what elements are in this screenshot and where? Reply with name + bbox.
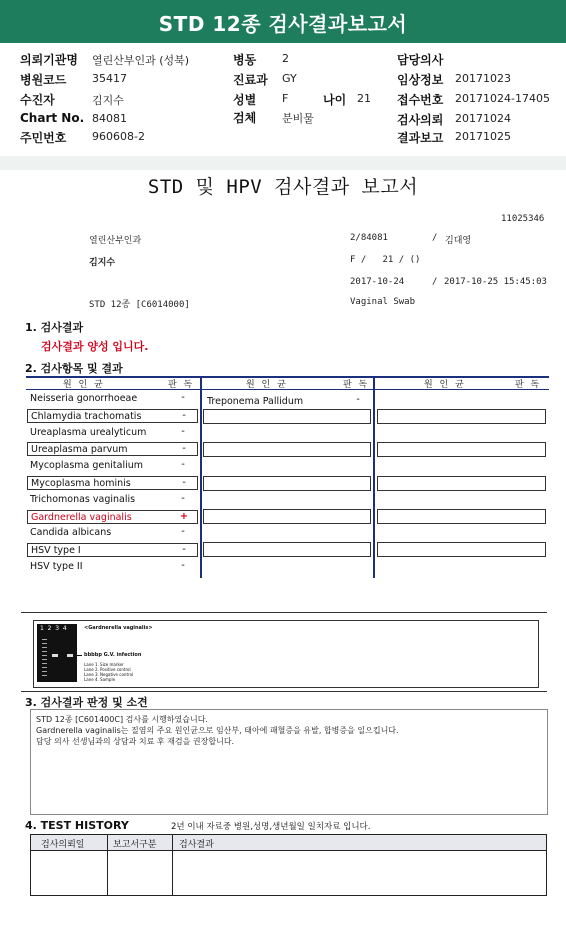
document-title: STD 및 HPV 검사결과 보고서 bbox=[147, 176, 419, 198]
organism-row bbox=[27, 526, 198, 540]
history-col-request-date: 검사의뢰일 bbox=[41, 840, 85, 850]
organism-result: - bbox=[182, 477, 186, 488]
doctor-label: 담당의사 bbox=[397, 53, 444, 67]
organism-row bbox=[27, 476, 198, 490]
specimen-type: Vaginal Swab bbox=[350, 297, 416, 307]
report-header bbox=[0, 0, 566, 43]
rrn-label: 주민번호 bbox=[20, 131, 67, 145]
organism-result: - bbox=[182, 443, 186, 455]
empty-result-box bbox=[203, 542, 371, 557]
opinion-line-1: STD 12종 [C601400C] 검사를 시행하였습니다. bbox=[36, 715, 208, 724]
gel-band bbox=[52, 654, 58, 657]
test-code: STD 12종 [C6014000] bbox=[89, 300, 190, 310]
clinical-value: 20171023 bbox=[455, 72, 511, 85]
institution-label: 의뢰기관명 bbox=[20, 53, 78, 67]
organism-name: Gardnerella vaginalis bbox=[31, 511, 132, 523]
organism-name: Ureaplasma urealyticum bbox=[30, 426, 147, 438]
opinion-box bbox=[30, 709, 548, 815]
positive-result-text: 검사결과 양성 입니다. bbox=[41, 340, 149, 353]
col-organism-header-1: 원 인 균 bbox=[63, 380, 105, 390]
history-note: 2년 이내 자료중 병원,성명,생년월일 일치자료 입니다. bbox=[171, 822, 371, 832]
dept-label: 진료과 bbox=[233, 73, 268, 87]
organism-result: - bbox=[182, 409, 186, 421]
organism-name: Mycoplasma genitalium bbox=[30, 460, 144, 472]
organism-result: - bbox=[181, 392, 185, 403]
gel-marker-lane bbox=[42, 636, 47, 676]
empty-result-box bbox=[377, 509, 546, 524]
organism-name: Chlamydia trachomatis bbox=[31, 410, 142, 422]
col-judge-header-3: 판 독 bbox=[515, 380, 542, 390]
doc-patient-name: 김지수 bbox=[89, 258, 116, 268]
gel-legend-4: Lane 4. Sample bbox=[84, 677, 116, 682]
organism-row bbox=[27, 409, 198, 423]
gel-electrophoresis-image bbox=[37, 624, 77, 682]
patient-value: 김지수 bbox=[92, 94, 124, 107]
chart-no-value: 84081 bbox=[92, 112, 127, 125]
col-judge-header-1: 판 독 bbox=[168, 380, 195, 390]
organism-name: Trichomonas vaginalis bbox=[30, 493, 136, 505]
column-divider-2 bbox=[373, 376, 375, 578]
empty-result-box bbox=[203, 476, 371, 491]
age-value: 21 bbox=[357, 92, 371, 105]
treponema-result: - bbox=[356, 394, 360, 405]
section2-heading: 2. 검사항목 및 결과 bbox=[25, 362, 123, 375]
col-judge-header-2: 판 독 bbox=[343, 380, 370, 390]
receipt-label: 접수번호 bbox=[397, 93, 444, 107]
receipt-value: 20171024-17405 bbox=[455, 92, 550, 105]
organism-row bbox=[27, 426, 198, 440]
column-divider-1 bbox=[200, 376, 202, 578]
report-date-label: 결과보고 bbox=[397, 131, 444, 145]
history-col-divider bbox=[172, 835, 173, 895]
clinical-label: 임상정보 bbox=[397, 73, 444, 87]
institution-value: 열린산부인과 (성북) bbox=[92, 54, 190, 67]
history-col-report-type: 보고서구분 bbox=[113, 840, 157, 850]
sex-age-info: F / 21 / () bbox=[350, 255, 421, 265]
empty-result-box bbox=[203, 509, 371, 524]
organism-row bbox=[27, 459, 198, 473]
empty-result-box bbox=[377, 476, 546, 491]
col-organism-header-2: 원 인 균 bbox=[246, 380, 288, 390]
patient-info-panel bbox=[0, 43, 566, 158]
rrn-value: 960608-2 bbox=[92, 130, 145, 143]
organism-result: - bbox=[181, 425, 185, 437]
hospital-code-value: 35417 bbox=[92, 72, 127, 85]
history-table bbox=[30, 834, 547, 896]
ward-chart-number: 2/84081 bbox=[350, 233, 388, 243]
report-date-value: 20171025 bbox=[455, 130, 511, 143]
organism-result: - bbox=[181, 560, 185, 571]
organism-row bbox=[27, 442, 198, 456]
gel-legend-1: Lane 1. Size marker bbox=[84, 662, 124, 667]
organism-name: Neisseria gonorrhoeae bbox=[30, 393, 138, 404]
history-col-divider bbox=[107, 835, 108, 895]
empty-result-box bbox=[203, 442, 371, 457]
gel-legend-3: Lane 3. Negative control bbox=[84, 672, 134, 677]
empty-result-box bbox=[377, 542, 546, 557]
history-header-row bbox=[31, 835, 546, 851]
organism-name: Ureaplasma parvum bbox=[31, 444, 128, 456]
gel-legend-2: Lane 2. Positive control bbox=[84, 667, 131, 672]
doctor-name: 김대영 bbox=[445, 236, 472, 246]
opinion-line-2: Gardnerella vaginalis는 질염의 주요 원인균으로 임산부, 태아에 패혈증을 유발, 합병증을 일으킵니다. bbox=[36, 726, 399, 735]
organism-result: - bbox=[181, 459, 185, 471]
section3-heading: 3. 검사결과 판정 및 소견 bbox=[25, 696, 148, 709]
organism-name: Mycoplasma hominis bbox=[31, 478, 131, 489]
slash-separator-2: / bbox=[432, 277, 438, 287]
gel-arrow-label: bbbbp G.V. infection bbox=[84, 652, 142, 658]
clinic-name: 열린산부인과 bbox=[89, 236, 142, 246]
specimen-value: 분비물 bbox=[282, 112, 314, 125]
sex-value: F bbox=[282, 92, 289, 105]
hospital-code-label: 병원코드 bbox=[20, 73, 67, 87]
organism-name: HSV type II bbox=[30, 561, 83, 572]
slash-separator: / bbox=[432, 233, 438, 243]
ward-label: 병동 bbox=[233, 53, 257, 67]
request-value: 20171024 bbox=[455, 112, 511, 125]
document-number: 11025346 bbox=[501, 214, 545, 224]
empty-result-box bbox=[377, 409, 546, 424]
organism-result: - bbox=[181, 492, 185, 504]
request-label: 검사의뢰 bbox=[397, 113, 444, 127]
arrow-icon bbox=[74, 655, 82, 656]
divider-line bbox=[21, 612, 547, 613]
gel-title: <Gardnerella vaginalis> bbox=[84, 625, 153, 631]
divider-line bbox=[21, 691, 547, 692]
empty-result-box bbox=[203, 409, 371, 424]
ward-value: 2 bbox=[282, 52, 289, 65]
section1-heading: 1. 검사결과 bbox=[25, 321, 84, 334]
empty-result-box bbox=[377, 442, 546, 457]
gel-image-panel bbox=[33, 620, 539, 688]
organism-row bbox=[27, 543, 198, 557]
age-label: 나이 bbox=[323, 93, 347, 107]
organism-result: - bbox=[182, 544, 186, 556]
treponema-name: Treponema Pallidum bbox=[207, 396, 304, 407]
history-col-result: 검사결과 bbox=[179, 840, 214, 850]
gel-band bbox=[67, 654, 73, 657]
gel-lane-numbers: 1 2 3 4 bbox=[40, 625, 67, 632]
organism-row bbox=[27, 560, 198, 574]
opinion-line-3: 담당 의사 선생님과의 상담과 치료 후 재검을 권장합니다. bbox=[36, 737, 235, 746]
organism-name: Candida albicans bbox=[30, 527, 112, 539]
col-organism-header-3: 원 인 균 bbox=[424, 380, 466, 390]
section-separator bbox=[0, 156, 566, 170]
sex-label: 성별 bbox=[233, 93, 257, 107]
dept-value: GY bbox=[282, 72, 297, 85]
organism-result: + bbox=[179, 510, 189, 522]
section4-heading: 4. TEST HISTORY bbox=[25, 819, 129, 832]
organism-row bbox=[27, 392, 198, 406]
specimen-label: 검체 bbox=[233, 111, 257, 125]
organism-row bbox=[27, 493, 198, 507]
report-datetime: 2017-10-25 15:45:03 bbox=[444, 277, 547, 287]
organism-name: HSV type I bbox=[31, 545, 81, 557]
request-date: 2017-10-24 bbox=[350, 277, 405, 287]
organism-row bbox=[27, 510, 198, 524]
patient-label: 수진자 bbox=[20, 93, 55, 107]
report-title: STD 12종 검사결과보고서 bbox=[158, 12, 408, 36]
organism-result: - bbox=[181, 526, 185, 538]
chart-no-label: Chart No. bbox=[20, 111, 85, 125]
